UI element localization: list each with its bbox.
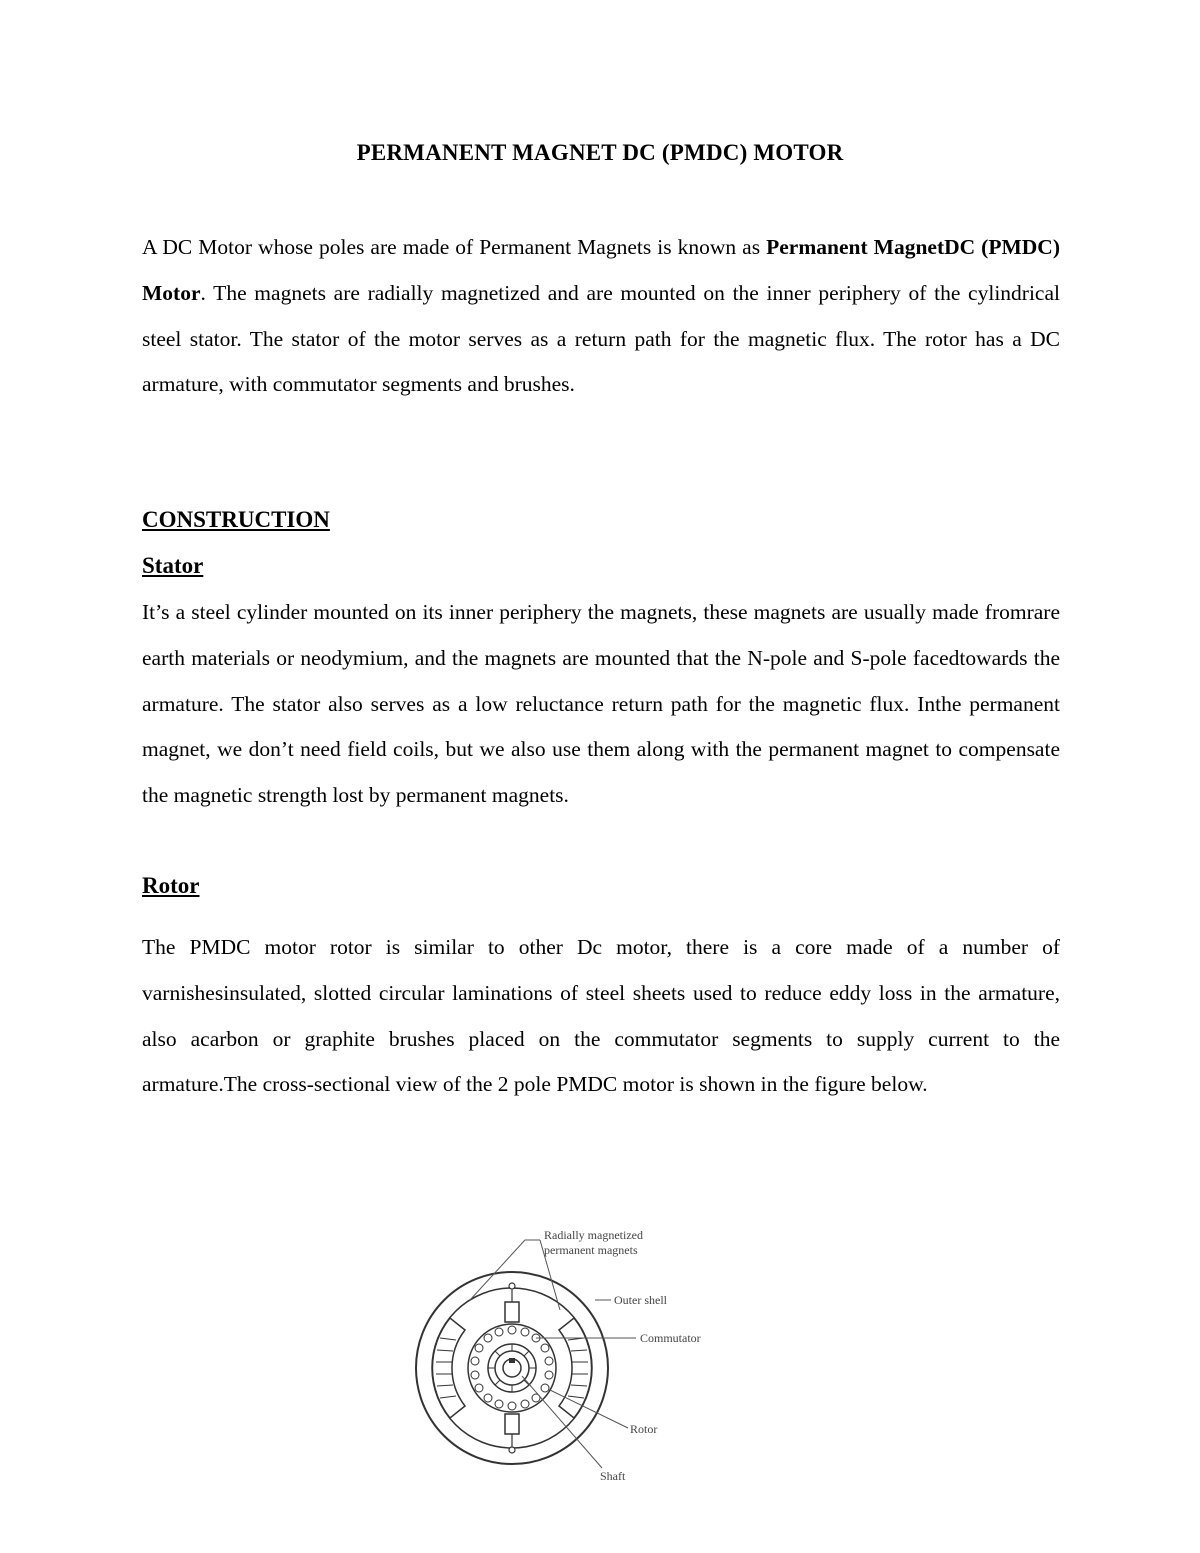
label-outer-shell: Outer shell: [614, 1293, 667, 1307]
bottom-terminal: [509, 1447, 515, 1453]
right-magnet: [559, 1318, 592, 1418]
label-rotor: Rotor: [630, 1422, 658, 1436]
label-shaft: Shaft: [600, 1469, 626, 1483]
page-title: PERMANENT MAGNET DC (PMDC) MOTOR: [356, 140, 844, 165]
pmdc-cross-section-figure: [410, 1220, 740, 1490]
rotor-paragraph: The PMDC motor rotor is similar to other Dc motor, there is a core made of a number of varnishesinsulated, slotted circular laminations of steel sheets used to reduce eddy loss in the armature, also acarbon or graphite brushes placed on the commutator segments to supply current to the armature.The cross-sectional view of the 2 pole PMDC motor is shown in the figure below.: [142, 935, 1060, 1097]
intro-bold-term: Permanent MagnetDC (PMDC) Motor: [142, 235, 1060, 305]
label-magnets-line1: Radially magnetized: [544, 1228, 643, 1242]
left-magnet: [432, 1318, 465, 1418]
top-terminal: [509, 1283, 515, 1289]
label-magnets-line2: permanent magnets: [544, 1243, 638, 1257]
intro-text-end: . The magnets are radially magnetized and are mounted on the inner periphery of the cylindrical steel stator. The stator of the motor serves as a return path for the magnetic flux. The rotor has a DC armature, with commutator segments and brushes.: [142, 280, 1060, 397]
shaft-key: [509, 1358, 515, 1363]
stator-heading: Stator: [142, 553, 204, 578]
pmdc-diagram: [410, 1220, 740, 1490]
intro-text-start: A DC Motor whose poles are made of Permanent Magnets is known as: [142, 235, 767, 259]
construction-heading: CONSTRUCTION: [142, 507, 330, 532]
label-commutator: Commutator: [640, 1331, 701, 1345]
rotor-heading: Rotor: [142, 873, 200, 898]
intro-paragraph: [142, 225, 1060, 408]
top-brush: [505, 1302, 519, 1322]
stator-paragraph: It’s a steel cylinder mounted on its inner periphery the magnets, these magnets are usually made fromrare earth materials or neodymium, and the magnets are mounted that the N-pole and S-pole facedtowards the armature. The stator also serves as a low reluctance return path for the magnetic flux. Inthe permanent magnet, we don’t need field coils, but we also use them along with the permanent magnet to compensate the magnetic strength lost by permanent magnets.: [142, 600, 1060, 808]
bottom-brush: [505, 1414, 519, 1434]
